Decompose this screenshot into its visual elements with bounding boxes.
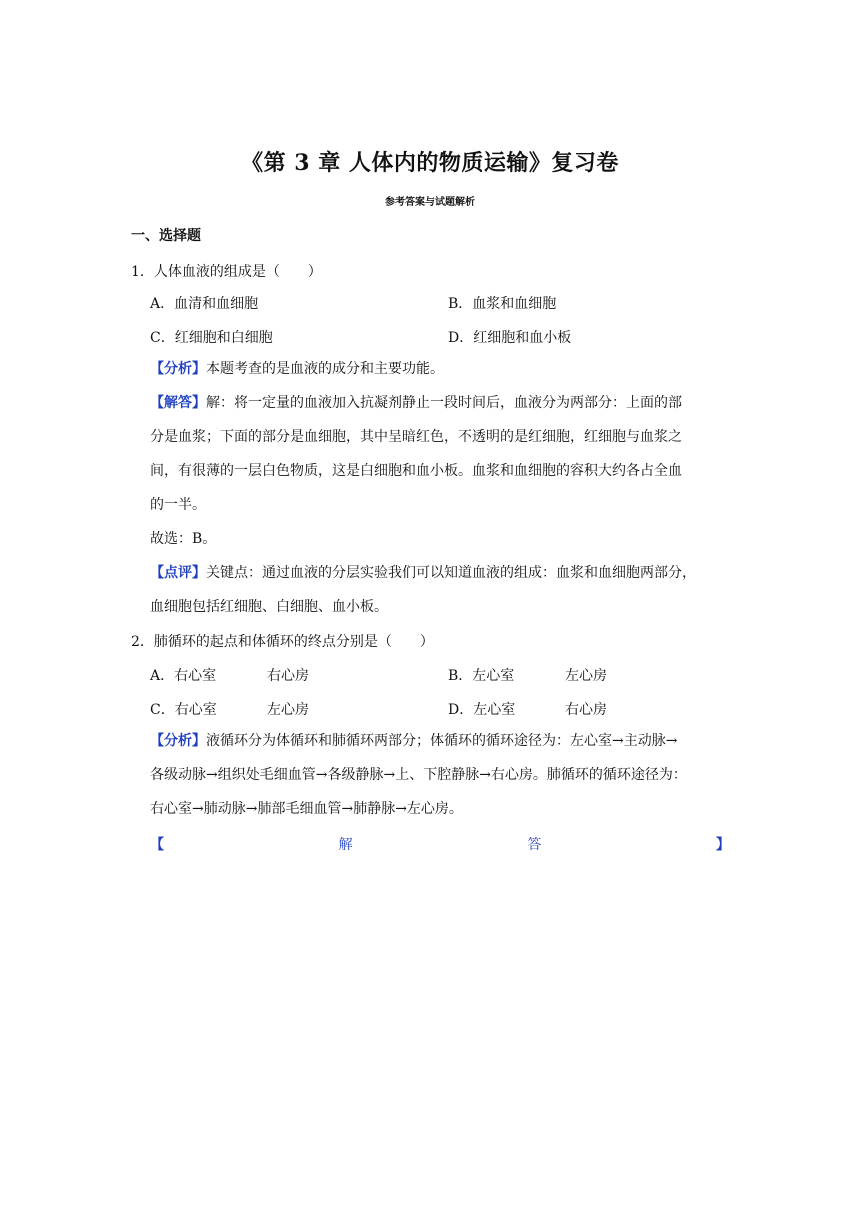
q2-option-d: D．左心室 — [448, 702, 516, 718]
q2-option-b: B．左心室 — [448, 668, 515, 684]
q2-answer-bracket-open: 【 — [150, 837, 164, 853]
q2-option-b-second: 左心房 — [565, 668, 607, 684]
q2-analysis-tag: 【分析】 — [150, 733, 206, 749]
q1-comment-tag: 【点评】 — [150, 565, 206, 581]
q2-answer-bracket-close: 】 — [715, 837, 730, 853]
q1-answer-line-2: 分是血浆；下面的部分是血细胞，其中呈暗红色，不透明的是红细胞，红细胞与血浆之 — [150, 429, 682, 445]
q1-option-b: B．血浆和血细胞 — [448, 296, 557, 312]
q1-answer-line-1 — [150, 386, 682, 420]
q1-option-a: A．血清和血细胞 — [150, 296, 259, 312]
q2-answer-char-2: 答 — [527, 837, 542, 853]
q1-answer-text-1: 解：将一定量的血液加入抗凝剂静止一段时间后，血液分为两部分：上面的部 — [206, 395, 682, 411]
q2-analysis-line-1 — [150, 724, 677, 758]
q1-option-d: D．红细胞和血小板 — [448, 330, 572, 346]
q1-comment-line-2: 血细胞包括红细胞、白细胞、血小板。 — [150, 599, 388, 615]
q1-answer-line-3: 间，有很薄的一层白色物质，这是白细胞和血小板。血浆和血细胞的容积大约各占全血 — [150, 463, 682, 479]
page-subtitle: 参考答案与试题解析 — [385, 197, 475, 208]
q2-analysis-text-1: 液循环分为体循环和肺循环两部分；体循环的循环途径为：左心室→主动脉→ — [206, 733, 678, 749]
page-title: 《第 3 章 人体内的物质运输》复习卷 — [241, 150, 619, 176]
q2-option-c-second: 左心房 — [267, 702, 309, 718]
q1-analysis-tag: 【分析】 — [150, 361, 206, 377]
question-1-stem: 1．人体血液的组成是（ ） — [131, 264, 322, 280]
q1-answer-line-4: 的一半。 — [150, 497, 206, 513]
q1-option-c: C．红细胞和白细胞 — [150, 330, 273, 346]
q2-answer-heading — [150, 834, 730, 854]
q1-comment-text-1: 关键点：通过血液的分层实验我们可以知道血液的组成：血浆和血细胞两部分， — [206, 565, 696, 581]
q2-option-a: A．右心室 — [150, 668, 217, 684]
q2-option-c: C．右心室 — [150, 702, 217, 718]
q1-comment-line-1 — [150, 556, 696, 590]
q2-analysis-line-2: 各级动脉→组织处毛细血管→各级静脉→上、下腔静脉→右心房。肺循环的循环途径为： — [150, 767, 687, 783]
q2-analysis-line-3: 右心室→肺动脉→肺部毛细血管→肺静脉→左心房。 — [150, 801, 463, 817]
q2-answer-char-1: 解 — [338, 837, 353, 853]
q2-option-a-second: 右心房 — [267, 668, 309, 684]
q1-analysis-text: 本题考查的是血液的成分和主要功能。 — [206, 361, 444, 377]
section-heading: 一、选择题 — [131, 228, 201, 244]
q1-choice: 故选：B。 — [150, 531, 217, 547]
question-2-stem: 2．肺循环的起点和体循环的终点分别是（ ） — [131, 634, 434, 650]
q1-answer-tag: 【解答】 — [150, 395, 206, 411]
q1-analysis — [150, 352, 444, 386]
q2-option-d-second: 右心房 — [565, 702, 607, 718]
